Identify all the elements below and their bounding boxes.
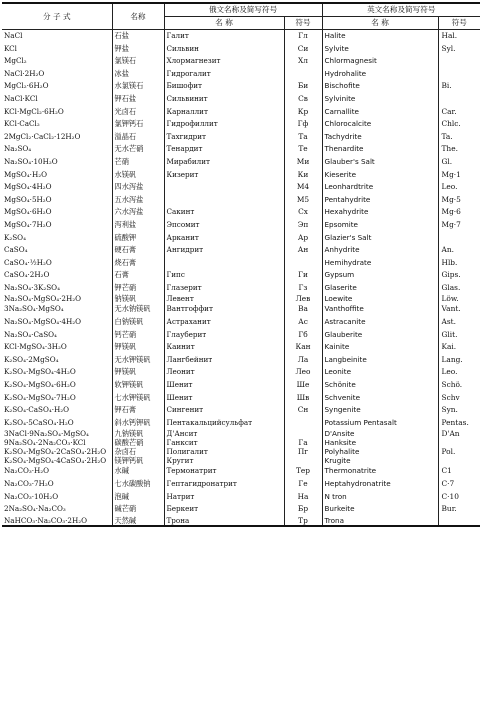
english-symbol-cell: Car. [438,106,480,119]
russian-name-cell: Шенит [164,379,284,392]
formula-cell: NaCl·KCl [2,93,112,106]
russian-symbol-cell: Кр [284,106,322,119]
russian-name-cell: Кругит [164,456,284,465]
formula-cell: NaCl [2,30,112,43]
russian-name-cell: Тахгидрит [164,131,284,144]
chinese-name-cell: 钾石盐 [112,93,164,106]
english-symbol-cell: Ta. [438,131,480,144]
header-russian-group: 俄文名称及简写符号 [164,3,322,17]
chinese-name-cell: 七水碳酸钠 [112,478,164,491]
english-name-cell: Epsomite [322,219,438,232]
russian-symbol-cell: Сн [284,404,322,417]
english-symbol-cell [438,456,480,465]
english-name-cell: Hemihydrate [322,257,438,270]
english-name-cell: Syngenite [322,404,438,417]
table-row [2,80,480,93]
mineral-names-table [2,2,480,527]
header-english-group: 英文名称及简写符号 [322,3,480,17]
english-symbol-cell: Hlb. [438,257,480,270]
english-name-cell: Burkeite [322,503,438,516]
russian-symbol-cell: На [284,491,322,504]
formula-cell: KCl·MgSO₄·3H₂O [2,341,112,354]
russian-name-cell [164,194,284,207]
russian-name-cell: Каинит [164,341,284,354]
russian-symbol-cell: Ла [284,354,322,367]
chinese-name-cell: 钠镁矾 [112,294,164,303]
english-symbol-cell: Bi. [438,80,480,93]
chinese-name-cell: 天然碱 [112,516,164,526]
english-name-cell: Sylvinite [322,93,438,106]
russian-name-cell: Карналлит [164,106,284,119]
english-name-cell: Kainite [322,341,438,354]
russian-name-cell: Трона [164,516,284,526]
formula-cell: Na₂SO₄ [2,143,112,156]
table-row [2,516,480,526]
chinese-name-cell: 杂卤石 [112,447,164,456]
mineral-table-page [2,2,480,698]
chinese-name-cell: 碱芒硝 [112,503,164,516]
table-row [2,366,480,379]
russian-symbol-cell: Ва [284,303,322,316]
chinese-name-cell: 斜水钙钾矾 [112,417,164,430]
table-row [2,354,480,367]
table-row [2,156,480,169]
chinese-name-cell: 石膏 [112,269,164,282]
russian-name-cell: Сильвин [164,43,284,56]
english-name-cell: Hanksite [322,438,438,447]
russian-name-cell: Полигалит [164,447,284,456]
header-formula: 分 子 式 [2,3,112,30]
russian-name-cell: Гипс [164,269,284,282]
formula-cell: Na₂SO₄·MgSO₄·2H₂O [2,294,112,303]
formula-cell: NaHCO₃·Na₂CO₃·2H₂O [2,516,112,526]
russian-name-cell: Глазерит [164,282,284,295]
russian-symbol-cell: Би [284,80,322,93]
table-row [2,219,480,232]
formula-cell: K₂SO₄·MgSO₄·4H₂O [2,366,112,379]
english-symbol-cell [438,438,480,447]
russian-name-cell: Вантгоффит [164,303,284,316]
russian-name-cell: Бишофит [164,80,284,93]
english-name-cell: Leonhardtrite [322,181,438,194]
chinese-name-cell: 无水芒硝 [112,143,164,156]
formula-cell: CaSO₄·½H₂O [2,257,112,270]
russian-symbol-cell: Бр [284,503,322,516]
english-symbol-cell: Pentas. [438,417,480,430]
formula-cell: MgSO₄·H₂O [2,169,112,182]
formula-cell: K₂SO₄·MgSO₄·4CaSO₄·2H₂O [2,456,112,465]
english-name-cell: Potassium Pentasalt [322,417,438,430]
english-name-cell: Leonite [322,366,438,379]
english-name-cell: Thenardite [322,143,438,156]
chinese-name-cell: 钙芒硝 [112,329,164,342]
chinese-name-cell: 氯钾钙石 [112,118,164,131]
english-symbol-cell: D'An [438,429,480,438]
english-name-cell: Heptahydronatrite [322,478,438,491]
english-symbol-cell: Bur. [438,503,480,516]
chinese-name-cell: 硫酸钾 [112,232,164,245]
english-name-cell: Chlormagnesit [322,55,438,68]
english-symbol-cell: Lang. [438,354,480,367]
table-row [2,106,480,119]
chinese-name-cell: 泡碱 [112,491,164,504]
english-name-cell: Anhydrite [322,244,438,257]
english-symbol-cell: Kai. [438,341,480,354]
english-name-cell: Trona [322,516,438,526]
russian-symbol-cell: Гз [284,282,322,295]
english-symbol-cell: Mg·7 [438,219,480,232]
russian-name-cell: Беркеит [164,503,284,516]
english-symbol-cell: Gl. [438,156,480,169]
english-symbol-cell: Glas. [438,282,480,295]
table-body [2,30,480,526]
english-name-cell: Schönite [322,379,438,392]
english-symbol-cell: Gips. [438,269,480,282]
russian-symbol-cell: Та [284,131,322,144]
header-russian-symbol: 符号 [284,17,322,30]
chinese-name-cell: 钾镁矾 [112,341,164,354]
chinese-name-cell: 石盐 [112,30,164,43]
russian-name-cell: Тенардит [164,143,284,156]
formula-cell: KCl·MgCl₂·6H₂O [2,106,112,119]
table-row [2,118,480,131]
russian-symbol-cell: Ас [284,316,322,329]
formula-cell: Na₂SO₄·MgSO₄·4H₂O [2,316,112,329]
english-symbol-cell: Syn. [438,404,480,417]
english-name-cell: Thermonatrite [322,465,438,478]
russian-symbol-cell [284,68,322,81]
table-row [2,244,480,257]
table-row [2,269,480,282]
table-header [2,3,480,30]
chinese-name-cell: 硬石膏 [112,244,164,257]
english-name-cell: Hexahydrite [322,206,438,219]
table-row [2,232,480,245]
english-symbol-cell: C1 [438,465,480,478]
formula-cell: MgSO₄·7H₂O [2,219,112,232]
chinese-name-cell: 无水钾镁矾 [112,354,164,367]
english-name-cell: Kieserite [322,169,438,182]
russian-symbol-cell [284,417,322,430]
table-row [2,43,480,56]
russian-name-cell: Кизерит [164,169,284,182]
russian-symbol-cell: Пг [284,447,322,456]
table-row [2,329,480,342]
english-symbol-cell: The. [438,143,480,156]
formula-cell: 2MgCl₂·CaCl₂·12H₂O [2,131,112,144]
formula-cell: Na₂SO₄·3K₂SO₄ [2,282,112,295]
formula-cell: KCl·CaCl₂ [2,118,112,131]
table-row [2,465,480,478]
table-row [2,503,480,516]
english-symbol-cell: Löw. [438,294,480,303]
english-name-cell: Gypsum [322,269,438,282]
russian-symbol-cell: Гл [284,30,322,43]
english-name-cell: Carnallite [322,106,438,119]
header-russian-name: 名 称 [164,17,284,30]
formula-cell: Na₂SO₄·CaSO₄ [2,329,112,342]
english-name-cell: Pentahydrite [322,194,438,207]
english-symbol-cell: Glit. [438,329,480,342]
chinese-name-cell: 冰盐 [112,68,164,81]
table-row [2,30,480,43]
chinese-name-cell: 钾芒硝 [112,282,164,295]
formula-cell: K₂SO₄·5CaSO₄·H₂O [2,417,112,430]
english-name-cell: N tron [322,491,438,504]
english-symbol-cell [438,68,480,81]
chinese-name-cell: 溢晶石 [112,131,164,144]
english-symbol-cell: Schö. [438,379,480,392]
formula-cell: 2Na₂SO₄·Na₂CO₃ [2,503,112,516]
english-symbol-cell [438,93,480,106]
russian-symbol-cell: Св [284,93,322,106]
russian-name-cell: Астраханит [164,316,284,329]
formula-cell: 9Na₂SO₄·2Na₂CO₃·KCl [2,438,112,447]
chinese-name-cell: 九钠镁矾 [112,429,164,438]
russian-name-cell: Эпсомит [164,219,284,232]
russian-name-cell: Гидрогалит [164,68,284,81]
russian-name-cell: Галит [164,30,284,43]
english-name-cell: Astracanite [322,316,438,329]
english-name-cell: Glauberite [322,329,438,342]
russian-symbol-cell: Гб [284,329,322,342]
english-symbol-cell: Syl. [438,43,480,56]
russian-symbol-cell: М4 [284,181,322,194]
english-name-cell: Loewite [322,294,438,303]
formula-cell: Na₂CO₃·10H₂O [2,491,112,504]
english-symbol-cell: C·10 [438,491,480,504]
russian-name-cell: Хлормагнезит [164,55,284,68]
english-name-cell: Tachydrite [322,131,438,144]
english-name-cell: Glaserite [322,282,438,295]
english-symbol-cell: Leo. [438,366,480,379]
table-row [2,257,480,270]
formula-cell: 3Na₂SO₄·MgSO₄ [2,303,112,316]
chinese-name-cell: 钾盐 [112,43,164,56]
russian-symbol-cell: Ми [284,156,322,169]
chinese-name-cell: 光卤石 [112,106,164,119]
formula-cell: NaCl·2H₂O [2,68,112,81]
chinese-name-cell: 七水钾镁矾 [112,392,164,405]
header-name: 名称 [112,3,164,30]
russian-name-cell: Лангбейнит [164,354,284,367]
chinese-name-cell: 水镁矾 [112,169,164,182]
russian-name-cell: Сакинт [164,206,284,219]
english-symbol-cell: Hal. [438,30,480,43]
english-symbol-cell [438,232,480,245]
formula-cell: MgSO₄·5H₂O [2,194,112,207]
russian-symbol-cell: Лео [284,366,322,379]
russian-name-cell: Левент [164,294,284,303]
english-symbol-cell: Ast. [438,316,480,329]
russian-symbol-cell: Тр [284,516,322,526]
russian-name-cell: Арканит [164,232,284,245]
russian-symbol-cell: Ар [284,232,322,245]
english-name-cell: Langbeinite [322,354,438,367]
russian-symbol-cell: Га [284,438,322,447]
russian-symbol-cell: Шв [284,392,322,405]
formula-cell: KCl [2,43,112,56]
russian-symbol-cell: Ан [284,244,322,257]
english-symbol-cell: Schv [438,392,480,405]
russian-name-cell: Мирабилит [164,156,284,169]
chinese-name-cell: 泻利盐 [112,219,164,232]
russian-symbol-cell: Лев [284,294,322,303]
russian-name-cell: Сильвинит [164,93,284,106]
table-row [2,392,480,405]
header-english-symbol: 符号 [438,17,480,30]
table-row [2,282,480,295]
russian-symbol-cell: Ше [284,379,322,392]
formula-cell: Na₂SO₄·10H₂O [2,156,112,169]
russian-symbol-cell: М5 [284,194,322,207]
chinese-name-cell: 芒硝 [112,156,164,169]
chinese-name-cell: 钾石膏 [112,404,164,417]
english-symbol-cell: Chlc. [438,118,480,131]
russian-symbol-cell [284,429,322,438]
header-english-name: 名 称 [322,17,438,30]
chinese-name-cell: 镁钾钙矾 [112,456,164,465]
english-name-cell: Polyhalite [322,447,438,456]
english-symbol-cell: Mg·5 [438,194,480,207]
table-row [2,456,480,465]
table-row [2,294,480,303]
russian-name-cell: Ганксит [164,438,284,447]
formula-cell: K₂SO₄·MgSO₄·7H₂O [2,392,112,405]
formula-cell: K₂SO₄·MgSO₄·6H₂O [2,379,112,392]
russian-symbol-cell: Эп [284,219,322,232]
formula-cell: CaSO₄ [2,244,112,257]
table-row [2,143,480,156]
table-row [2,316,480,329]
english-symbol-cell [438,55,480,68]
russian-name-cell: Гептагидронатрит [164,478,284,491]
english-name-cell: Hydrohalite [322,68,438,81]
russian-name-cell: Глауберит [164,329,284,342]
table-row [2,131,480,144]
russian-symbol-cell: Сх [284,206,322,219]
formula-cell: Na₂CO₃·H₂O [2,465,112,478]
russian-symbol-cell: Тер [284,465,322,478]
formula-cell: MgSO₄·6H₂O [2,206,112,219]
chinese-name-cell: 四水泻盐 [112,181,164,194]
chinese-name-cell: 六水泻盐 [112,206,164,219]
russian-symbol-cell: Ге [284,478,322,491]
russian-symbol-cell: Те [284,143,322,156]
table-row [2,491,480,504]
russian-name-cell: Пентакальцийсульфат [164,417,284,430]
formula-cell: K₂SO₄·MgSO₄·2CaSO₄·2H₂O [2,447,112,456]
formula-cell: MgCl₂·6H₂O [2,80,112,93]
russian-symbol-cell [284,456,322,465]
formula-cell: MgCl₂ [2,55,112,68]
english-name-cell: D'Ansite [322,429,438,438]
chinese-name-cell: 无水钠镁矾 [112,303,164,316]
english-name-cell: Krugite [322,456,438,465]
russian-name-cell: Леонит [164,366,284,379]
table-row [2,194,480,207]
russian-symbol-cell: Ги [284,269,322,282]
english-symbol-cell: Leo. [438,181,480,194]
russian-name-cell: Ангидрит [164,244,284,257]
table-row [2,55,480,68]
table-row [2,404,480,417]
english-symbol-cell: Pol. [438,447,480,456]
table-row [2,478,480,491]
russian-symbol-cell: Хл [284,55,322,68]
russian-name-cell: Гидрофиллит [164,118,284,131]
chinese-name-cell: 水氯镁石 [112,80,164,93]
english-name-cell: Halite [322,30,438,43]
russian-name-cell: Сингенит [164,404,284,417]
chinese-name-cell: 碳酸芒硝 [112,438,164,447]
english-symbol-cell: C·7 [438,478,480,491]
russian-symbol-cell: Гф [284,118,322,131]
table-row [2,438,480,447]
formula-cell: K₂SO₄ [2,232,112,245]
english-symbol-cell: An. [438,244,480,257]
english-name-cell: Vanthoffite [322,303,438,316]
english-symbol-cell: Mg·6 [438,206,480,219]
russian-name-cell [164,257,284,270]
english-symbol-cell: Mg·1 [438,169,480,182]
chinese-name-cell: 烧石膏 [112,257,164,270]
english-name-cell: Glazier's Salt [322,232,438,245]
english-name-cell: Glauber's Salt [322,156,438,169]
russian-symbol-cell [284,257,322,270]
chinese-name-cell: 钾镁矾 [112,366,164,379]
russian-symbol-cell: Ки [284,169,322,182]
english-name-cell: Bischofite [322,80,438,93]
chinese-name-cell: 白钠镁矾 [112,316,164,329]
chinese-name-cell: 氯镁石 [112,55,164,68]
table-row [2,93,480,106]
russian-name-cell: Термонатрит [164,465,284,478]
chinese-name-cell: 软钾镁矾 [112,379,164,392]
table-row [2,447,480,456]
russian-name-cell: Натрит [164,491,284,504]
table-row [2,341,480,354]
russian-name-cell: Шенит [164,392,284,405]
table-row [2,68,480,81]
formula-cell: MgSO₄·4H₂O [2,181,112,194]
english-name-cell: Chlorocalcite [322,118,438,131]
formula-cell: CaSO₄·2H₂O [2,269,112,282]
english-symbol-cell [438,516,480,526]
table-row [2,379,480,392]
formula-cell: K₂SO₄·2MgSO₄ [2,354,112,367]
chinese-name-cell: 水碱 [112,465,164,478]
english-name-cell: Sylvite [322,43,438,56]
formula-cell: 3NaCl·9Na₂SO₄·MgSO₄ [2,429,112,438]
english-symbol-cell: Vant. [438,303,480,316]
russian-symbol-cell: Кан [284,341,322,354]
table-row [2,206,480,219]
formula-cell: Na₂CO₃·7H₂O [2,478,112,491]
russian-symbol-cell: Си [284,43,322,56]
english-name-cell: Schvenite [322,392,438,405]
table-row [2,303,480,316]
russian-name-cell [164,181,284,194]
chinese-name-cell: 五水泻盐 [112,194,164,207]
table-row [2,429,480,438]
table-row [2,181,480,194]
table-row [2,417,480,430]
formula-cell: K₂SO₄·CaSO₄·H₂O [2,404,112,417]
table-row [2,169,480,182]
russian-name-cell: Д'Ансит [164,429,284,438]
